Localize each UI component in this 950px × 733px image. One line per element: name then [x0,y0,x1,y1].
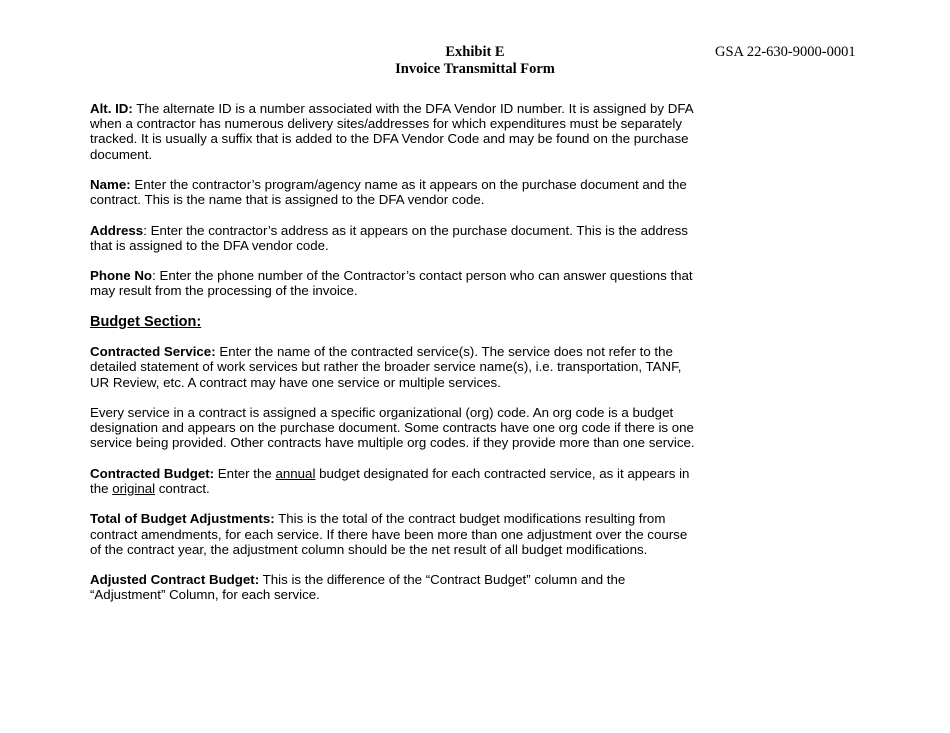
alt-id-label: Alt. ID: [90,101,133,116]
contracted-budget-paragraph [90,466,700,496]
form-title: Invoice Transmittal Form [395,61,555,77]
contracted-service-label: Contracted Service: [90,344,216,360]
document-number: GSA 22-630-9000-0001 [715,44,856,60]
org-code-paragraph: Every service in a contract is assigned a specific organizational (org) code. An org code is a budget designation and appears on the purchase document. Some contracts have one org code if there is one service being provided. Other contracts have multiple org codes. if they provide more than one service. [90,405,695,451]
document-body [90,101,700,618]
address-label: Address [90,222,144,238]
alt-id-paragraph [90,101,700,162]
alt-id-text: The alternate ID is a number associated with the DFA Vendor ID number. It is assigned by DFA when a contractor has numerous delivery sites/addresses for which expenditures must be separately tracked. It is usually a suffix that is added to the DFA Vendor Code and may be found on the purchase document. [90,101,693,162]
original-underlined: original [112,481,156,497]
contracted-service-paragraph [90,344,700,390]
exhibit-title: Exhibit E [445,44,505,60]
phone-paragraph [90,268,700,298]
phone-label: Phone No [90,268,153,284]
contracted-service-text: Enter the name of the contracted service(s). The service does not refer to the detailed statement of work services but rather the broader service name(s), i.e. transportation, TANF, UR Review, etc. A contract may have one service or multiple services. [90,344,682,390]
name-text: Enter the contractor’s program/agency name as it appears on the purchase document and the contract. This is the name that is assigned to the DFA vendor code. [90,177,687,208]
phone-text: : Enter the phone number of the Contractor’s contact person who can answer questions that may result from the processing of the invoice. [90,268,693,299]
total-adjustments-text: This is the total of the contract budget modifications resulting from contract amendments, for each service. If there have been more than one adjustment over the course of the contract year, the adjustment column should be the net result of all budget modifications. [90,511,688,557]
contracted-budget-text-b: budget designated for each contracted service, as it appears in the [90,465,690,497]
document-header [0,44,950,84]
name-paragraph [90,177,700,207]
name-label: Name: [90,177,131,192]
contracted-budget-text-c: contract. [155,481,210,497]
annual-underlined: annual [275,465,316,481]
address-paragraph [90,223,700,253]
total-adjustments-paragraph [90,511,700,557]
contracted-budget-label: Contracted Budget: [90,465,215,481]
adjusted-budget-text: This is the difference of the “Contract Budget” column and the “Adjustment” Column, for each service. [90,572,626,603]
adjusted-budget-label: Adjusted Contract Budget: [90,572,260,588]
contracted-budget-text-a: Enter the [214,465,276,481]
address-text: : Enter the contractor’s address as it appears on the purchase document. This is the address that is assigned to the DFA vendor code. [90,222,688,253]
adjusted-budget-paragraph [90,572,700,602]
total-adjustments-label: Total of Budget Adjustments: [90,511,275,527]
budget-section-heading: Budget Section: [90,313,202,330]
